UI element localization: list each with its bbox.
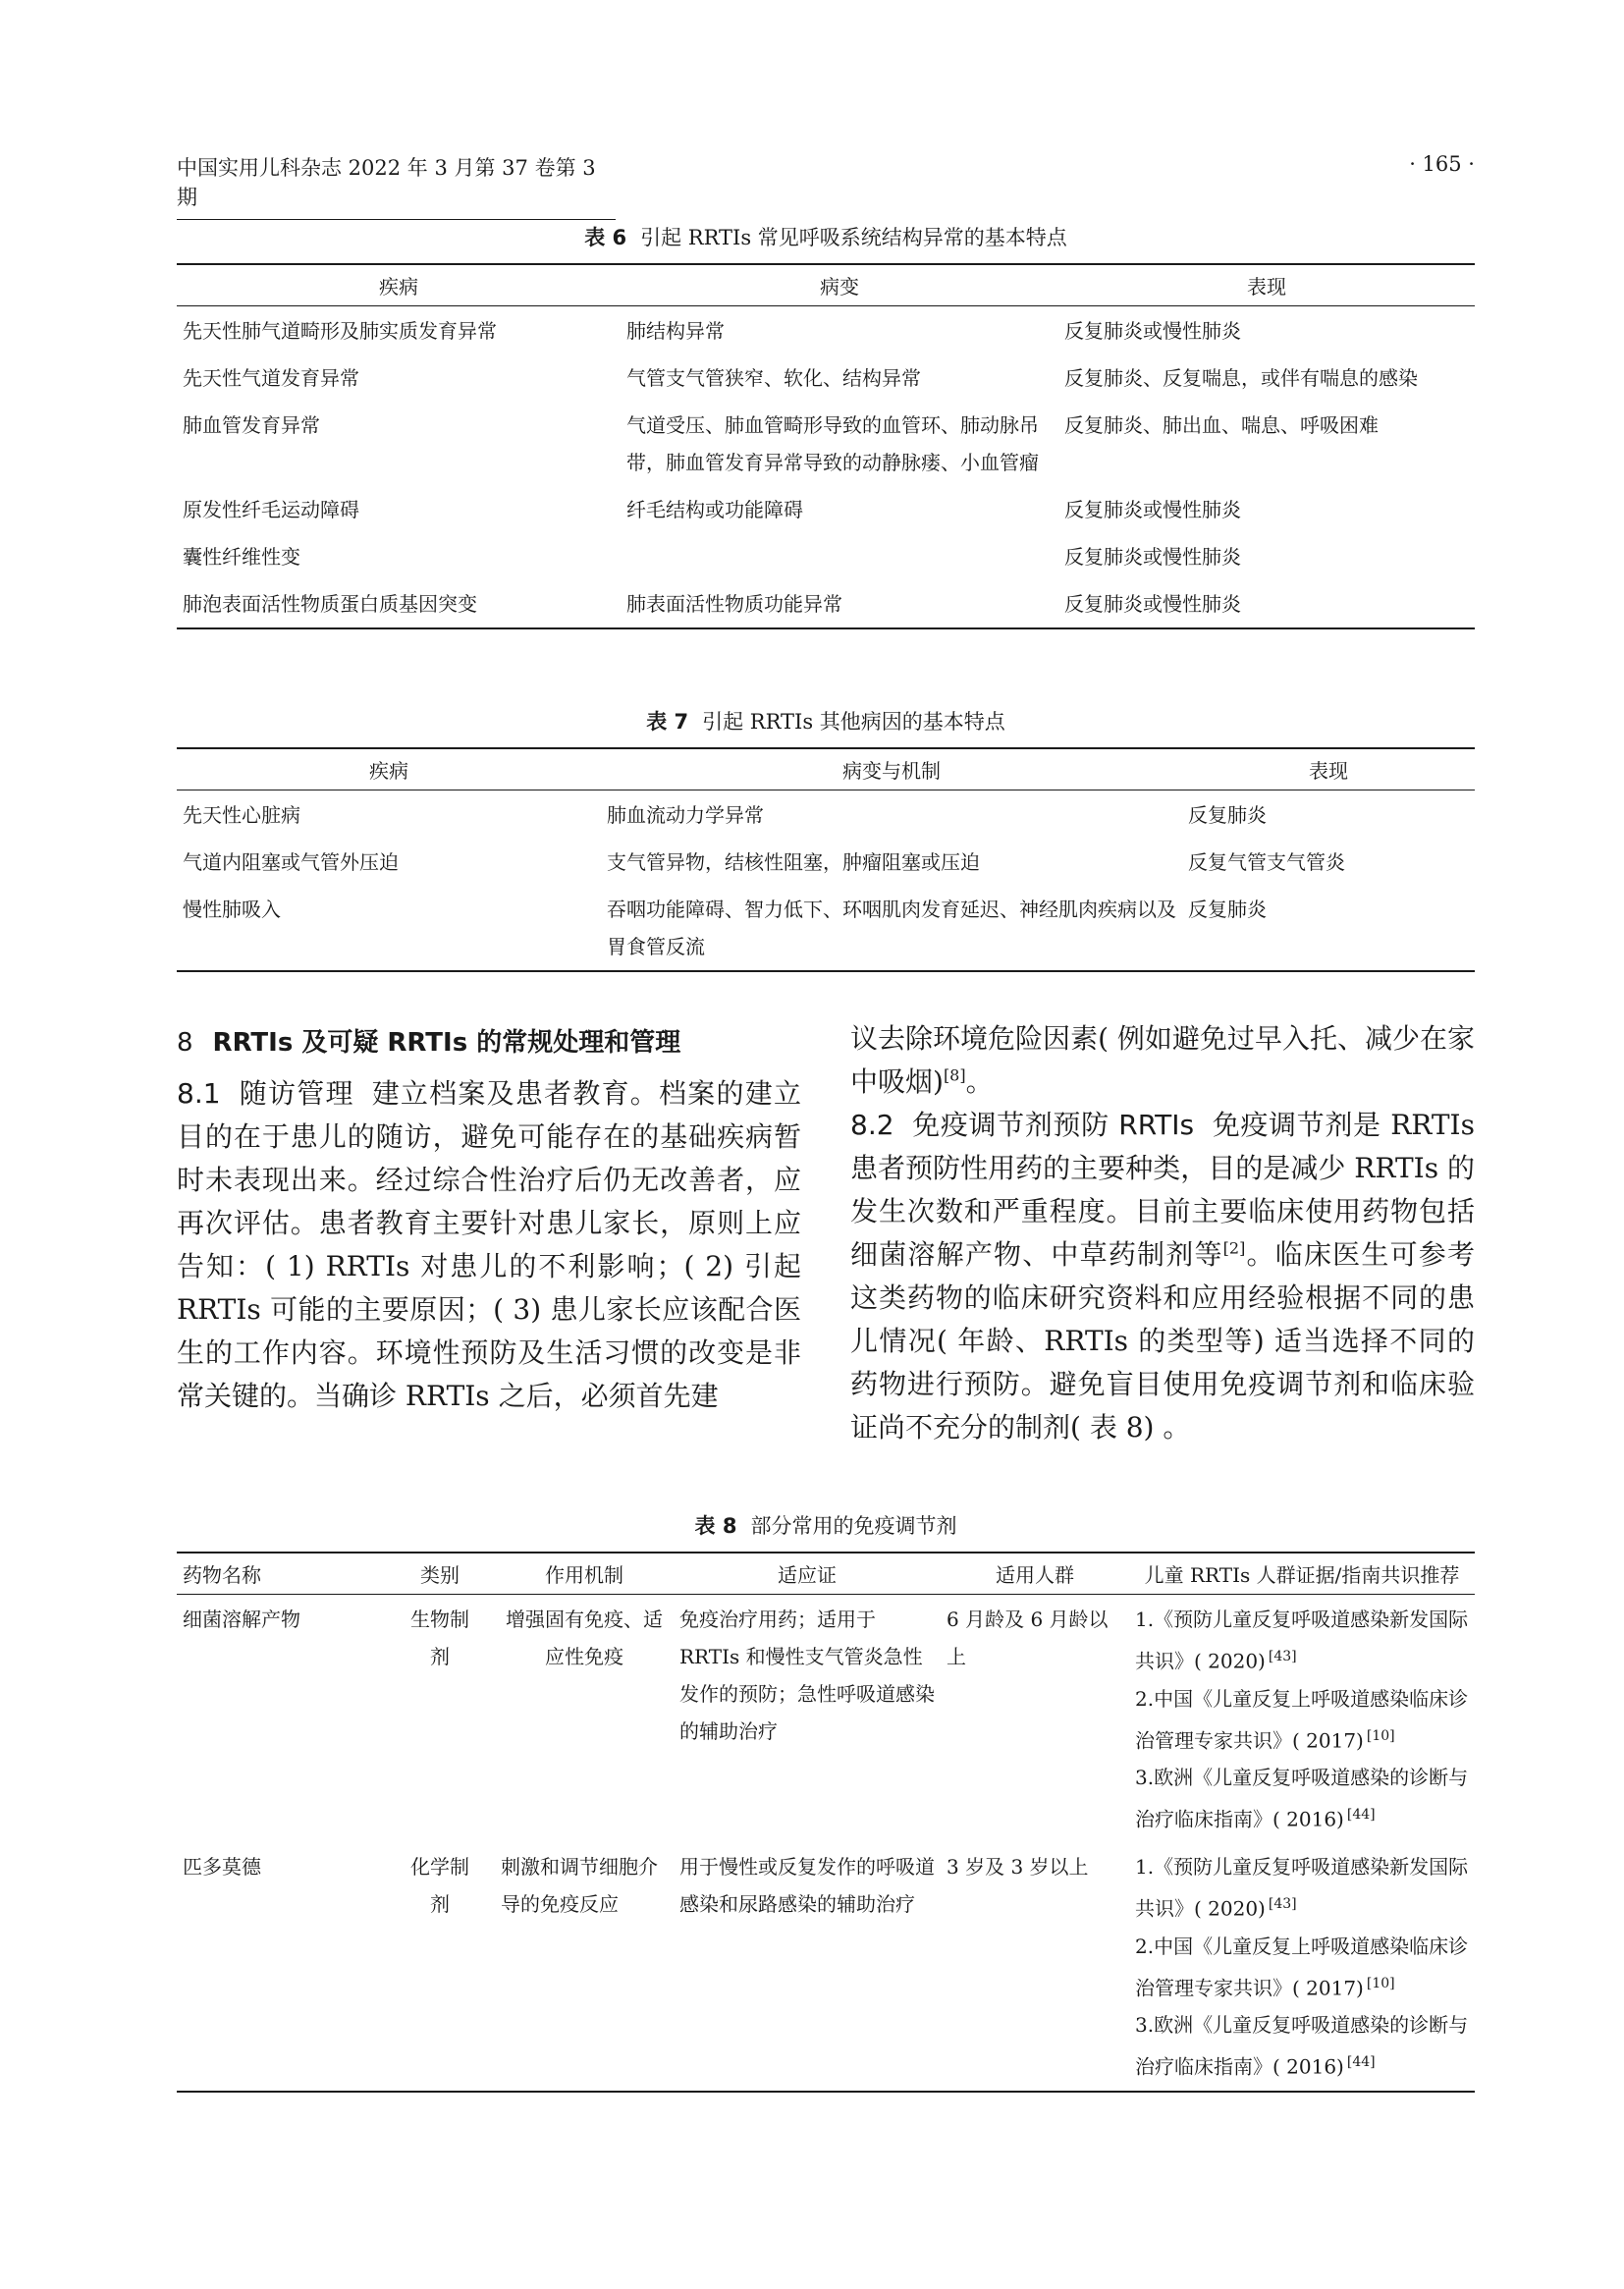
table-cell: 吞咽功能障碍、智力低下、环咽肌肉发育延迟、神经肌肉疾病以及胃食管反流: [601, 886, 1182, 971]
guideline-ref: [1135, 2006, 1469, 2086]
table-cell: 匹多莫德: [177, 1843, 385, 2092]
citation: [43]: [1268, 1649, 1297, 1664]
guideline-ref: [1135, 1928, 1469, 2007]
citation: [44]: [1346, 1807, 1376, 1824]
table-cell: 反复肺炎或慢性肺炎: [1058, 580, 1475, 628]
table7-caption: [177, 706, 1475, 736]
journal-page: [177, 0, 1475, 2289]
citation: [44]: [1346, 2054, 1376, 2071]
table-cell: 免疫治疗用药；适用于 RRTIs 和慢性支气管炎急性发作的预防；急性呼吸道感染的辅助治疗: [679, 1608, 935, 1743]
table-cell: 先天性肺气道畸形及肺实质发育异常: [183, 319, 497, 343]
table-cell: 反复肺炎: [1182, 886, 1475, 971]
table-cell: 先天性气道发育异常: [183, 366, 359, 390]
paragraph-text: 。: [965, 1065, 994, 1098]
table-cell: 反复肺炎、肺出血、喘息、呼吸困难: [1064, 413, 1379, 437]
paragraph-text: 。临床医生可参考这类药物的临床研究资料和应用经验根据不同的患儿情况( 年龄、RRTIs 的类型等) 适当选择不同的药物进行预防。避免盲目使用免疫调节剂和临床验证尚不充分的制剂( 表 8) 。: [850, 1238, 1475, 1444]
table6-header-row: [177, 264, 1475, 306]
table8-col-header: 药物名称: [177, 1553, 385, 1595]
subsection-number: 8.2: [850, 1109, 894, 1141]
guideline-text: 2.中国《儿童反复上呼吸道感染临床诊治管理专家共识》( 2017): [1135, 1934, 1469, 2000]
table6-caption: [177, 222, 1475, 251]
table-row: [177, 839, 1475, 886]
section-number: 8: [177, 1028, 193, 1058]
guideline-text: 1.《预防儿童反复呼吸道感染新发国际共识》( 2020): [1135, 1608, 1469, 1673]
table-cell: [1129, 1595, 1475, 1843]
table-cell: 原发性纤毛运动障碍: [183, 498, 359, 521]
running-header: [177, 152, 1475, 209]
table7-label: 表 7: [646, 710, 689, 734]
table-cell: 刺激和调节细胞介导的免疫反应: [495, 1843, 674, 2092]
subsection-number: 8.1: [177, 1077, 221, 1110]
guideline-text: 3.欧洲《儿童反复呼吸道感染的诊断与治疗临床指南》( 2016): [1135, 2013, 1469, 2079]
table8-header-row: [177, 1553, 1475, 1595]
table-cell: 肺结构异常: [626, 319, 725, 343]
table-cell: 生物制剂: [410, 1608, 469, 1668]
paragraph-8-1-continued: [850, 1017, 1475, 1104]
guideline-ref: [1135, 1759, 1469, 1838]
table6-col-header: 疾病: [177, 264, 621, 306]
table-cell: 反复气管支气管炎: [1188, 850, 1345, 874]
table7-header-row: [177, 748, 1475, 790]
table-row: [177, 402, 1475, 486]
table8-col-header: 儿童 RRTIs 人群证据/指南共识推荐: [1129, 1553, 1475, 1595]
table-cell: 增强固有免疫、适应性免疫: [506, 1608, 663, 1668]
citation: [43]: [1268, 1895, 1297, 1912]
table-row: [177, 1595, 1475, 1843]
subsection-title: 随访管理: [238, 1077, 354, 1110]
table8: [177, 1552, 1475, 2093]
paragraph-text: 建立档案及患者教育。档案的建立目的在于患儿的随访，避免可能存在的基础疾病暂时未表现出来。经过综合性治疗后仍无改善者，应再次评估。患者教育主要针对患儿家长，原则上应告知：( 1) RRTIs 对患儿的不利影响；( 2) 引起 RRTIs 可能的主要原因；( 3) 患儿家长应该配合医生的工作内容。环境性预防及生活习惯的改变是非常关键的。当确诊 RRTIs 之后，必须首先建: [177, 1077, 801, 1412]
table6-col-header: 表现: [1058, 264, 1475, 306]
table-cell: 慢性肺吸入: [177, 886, 601, 971]
table-cell: 气道受压、肺血管畸形导致的血管环、肺动脉吊带，肺血管发育异常导致的动静脉瘘、小血管瘤: [626, 413, 1039, 474]
table-row: [177, 886, 1475, 971]
table6-col-header: 病变: [621, 264, 1058, 306]
table-row: [177, 354, 1475, 402]
table7-title: 引起 RRTIs 其他病因的基本特点: [702, 710, 1005, 734]
table-cell: 肺泡表面活性物质蛋白质基因突变: [177, 580, 621, 628]
guideline-ref: [1135, 1680, 1469, 1760]
table6: [177, 263, 1475, 629]
paragraph-text: 免疫调节剂是 RRTIs 患者预防性用药的主要种类，目的是减少 RRTIs 的发生次数和严重程度。目前主要临床使用药物包括细菌溶解产物、中草药制剂等: [850, 1109, 1475, 1271]
guideline-ref: [1135, 1601, 1469, 1680]
table8-col-header: 类别: [385, 1553, 495, 1595]
table-row: [177, 1843, 1475, 2092]
citation: [2]: [1222, 1238, 1246, 1258]
table8-col-header: 适应证: [674, 1553, 941, 1595]
table7-col-header: 病变与机制: [601, 748, 1182, 790]
table-row: [177, 306, 1475, 355]
table-cell: 化学制剂: [385, 1843, 495, 2092]
table-cell: 反复肺炎或慢性肺炎: [1064, 498, 1241, 521]
table8-title: 部分常用的免疫调节剂: [750, 1514, 957, 1538]
citation: [10]: [1366, 1975, 1395, 1991]
table-cell: 反复肺炎或慢性肺炎: [1064, 319, 1241, 343]
guideline-ref: [1135, 1848, 1469, 1928]
table7: [177, 747, 1475, 972]
table6-label: 表 6: [584, 226, 627, 249]
table-cell: [1129, 1843, 1475, 2092]
table8-col-header: 适用人群: [941, 1553, 1129, 1595]
table8-col-header: 作用机制: [495, 1553, 674, 1595]
section-title: RRTIs 及可疑 RRTIs 的常规处理和管理: [212, 1028, 681, 1058]
subsection-title: 免疫调节剂预防 RRTIs: [911, 1109, 1195, 1141]
table-cell: 气道内阻塞或气管外压迫: [183, 850, 399, 874]
table-cell: 细菌溶解产物: [183, 1608, 300, 1631]
table8-label: 表 8: [694, 1514, 737, 1538]
citation: [10]: [1366, 1727, 1395, 1744]
table-cell: 支气管异物，结核性阻塞，肿瘤阻塞或压迫: [607, 850, 980, 874]
table-cell: 肺表面活性物质功能异常: [621, 580, 1058, 628]
table-cell: 3 岁及 3 岁以上: [941, 1843, 1129, 2092]
page-number: · 165 ·: [1409, 152, 1475, 176]
body-column-left: [177, 1021, 801, 1418]
table8-caption: [177, 1510, 1475, 1540]
table-cell: 反复肺炎: [1188, 803, 1267, 827]
table-cell: 囊性纤维性变: [183, 545, 300, 569]
table-row: [177, 533, 1475, 580]
table-cell: 气管支气管狭窄、软化、结构异常: [626, 366, 921, 390]
table-row: [177, 486, 1475, 533]
table-cell: [621, 533, 1058, 580]
table7-col-header: 疾病: [177, 748, 601, 790]
table-cell: 先天性心脏病: [183, 803, 300, 827]
paragraph-text: 议去除环境危险因素( 例如避免过早入托、减少在家中吸烟): [850, 1022, 1475, 1098]
table-cell: 反复肺炎或慢性肺炎: [1064, 545, 1241, 569]
table7-col-header: 表现: [1182, 748, 1475, 790]
section-heading: [177, 1021, 801, 1066]
table-cell: 肺血流动力学异常: [607, 803, 764, 827]
citation: [8]: [943, 1065, 966, 1085]
table6-title: 引起 RRTIs 常见呼吸系统结构异常的基本特点: [640, 226, 1067, 249]
table-cell: 肺血管发育异常: [183, 413, 320, 437]
journal-title: 中国实用儿科杂志 2022 年 3 月第 37 卷第 3 期: [177, 152, 616, 220]
table-cell: 反复肺炎、反复喘息，或伴有喘息的感染: [1064, 366, 1418, 390]
paragraph-8-2: [850, 1104, 1475, 1449]
body-column-right: [850, 1017, 1475, 1449]
guideline-text: 1.《预防儿童反复呼吸道感染新发国际共识》( 2020): [1135, 1854, 1469, 1921]
guideline-text: 2.中国《儿童反复上呼吸道感染临床诊治管理专家共识》( 2017): [1135, 1686, 1469, 1753]
guideline-text: 3.欧洲《儿童反复呼吸道感染的诊断与治疗临床指南》( 2016): [1135, 1766, 1469, 1831]
table-row: [177, 580, 1475, 628]
paragraph-8-1: [177, 1072, 801, 1418]
table-cell: 用于慢性或反复发作的呼吸道感染和尿路感染的辅助治疗: [674, 1843, 941, 2092]
table-cell: 6 月龄及 6 月龄以上: [947, 1608, 1109, 1668]
table-row: [177, 790, 1475, 840]
table-cell: 纤毛结构或功能障碍: [626, 498, 803, 521]
